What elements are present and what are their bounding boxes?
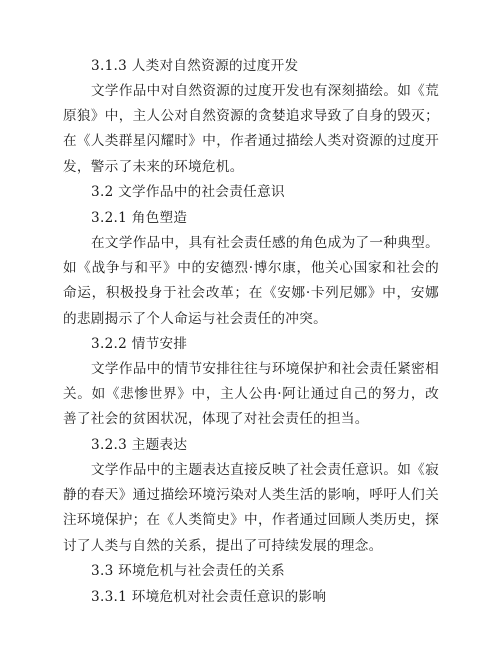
section-heading-3-2-2: 3.2.2 情节安排 <box>91 336 188 352</box>
section-heading-3-3: 3.3 环境危机与社会责任的关系 <box>91 563 285 579</box>
paragraph-theme-expression: 文学作品中的主题表达直接反映了社会责任意识。如《寂静的春天》通过描绘环境污染对人类生活的影响，呼吁人们关注环境保护；在《人类简史》中，作者通过回顾人类历史，探讨了人类与自然的关系，提出了可持续发展的理念。 <box>63 462 439 554</box>
section-heading-3-1-3: 3.1.3 人类对自然资源的过度开发 <box>91 58 299 74</box>
section-heading-3-2-3: 3.2.3 主题表达 <box>91 437 188 453</box>
paragraph-overexploitation: 文学作品中对自然资源的过度开发也有深刻描绘。如《荒原狼》中，主人公对自然资源的贪婪追求导致了自身的毁灭；在《人类群星闪耀时》中，作者通过描绘人类对资源的过度开发，警示了未来的环境危机。 <box>63 83 439 175</box>
section-heading-3-2: 3.2 文学作品中的社会责任意识 <box>91 184 285 200</box>
section-heading-3-2-1: 3.2.1 角色塑造 <box>91 210 188 226</box>
paragraph-character-portrayal: 在文学作品中，具有社会责任感的角色成为了一种典型。如《战争与和平》中的安德烈·博尔康，他关心国家和社会的命运，积极投身于社会改革；在《安娜·卡列尼娜》中，安娜的悲剧揭示了个人命运与社会责任的冲突。 <box>63 235 439 327</box>
paragraph-plot-arrangement: 文学作品中的情节安排往往与环境保护和社会责任紧密相关。如《悲惨世界》中，主人公冉·阿让通过自己的努力，改善了社会的贫困状况，体现了对社会责任的担当。 <box>63 361 439 428</box>
section-heading-3-3-1: 3.3.1 环境危机对社会责任意识的影响 <box>91 589 327 605</box>
